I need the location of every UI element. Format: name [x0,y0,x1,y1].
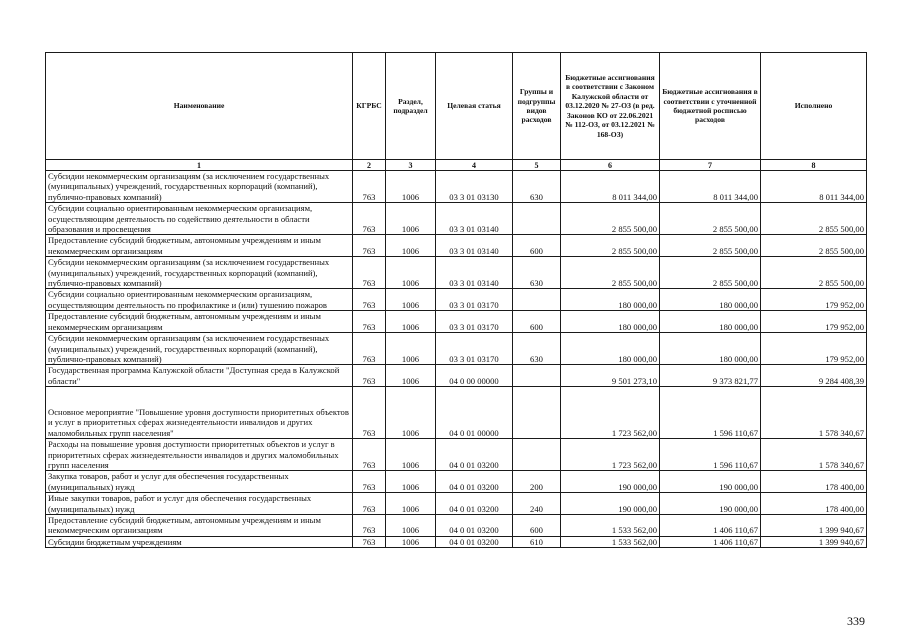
row-refined-amount: 1 406 110,67 [660,514,761,536]
column-number: 3 [386,160,436,171]
row-kgrbs: 763 [353,333,386,365]
row-kgrbs: 763 [353,203,386,235]
row-group: 600 [513,311,561,333]
row-group: 240 [513,493,561,515]
header-executed: Исполнено [761,53,867,160]
row-refined-amount: 2 855 500,00 [660,235,761,257]
row-section: 1006 [386,493,436,515]
row-target: 04 0 01 03200 [436,439,513,471]
row-target: 03 3 01 03140 [436,257,513,289]
row-refined-amount: 180 000,00 [660,289,761,311]
row-law-amount: 2 855 500,00 [561,257,660,289]
row-law-amount: 2 855 500,00 [561,235,660,257]
row-section: 1006 [386,289,436,311]
row-kgrbs: 763 [353,171,386,203]
row-kgrbs: 763 [353,471,386,493]
row-refined-amount: 9 373 821,77 [660,365,761,387]
row-section: 1006 [386,203,436,235]
column-number: 7 [660,160,761,171]
budget-table [45,52,867,548]
row-kgrbs: 763 [353,387,386,439]
row-target: 03 3 01 03140 [436,235,513,257]
header-target: Целевая статья [436,53,513,160]
row-kgrbs: 763 [353,289,386,311]
row-refined-amount: 180 000,00 [660,311,761,333]
row-kgrbs: 763 [353,311,386,333]
row-target: 03 3 01 03140 [436,203,513,235]
table-row [46,439,867,471]
row-kgrbs: 763 [353,257,386,289]
row-law-amount: 1 723 562,00 [561,387,660,439]
row-target: 04 0 01 03200 [436,536,513,547]
row-group: 610 [513,536,561,547]
table-row [46,471,867,493]
row-name: Закупка товаров, работ и услуг для обеспечения государственных (муниципальных) нужд [46,471,353,493]
table-row [46,203,867,235]
row-refined-amount: 180 000,00 [660,333,761,365]
row-target: 03 3 01 03130 [436,171,513,203]
row-section: 1006 [386,514,436,536]
row-refined-amount: 1 596 110,67 [660,439,761,471]
row-law-amount: 1 723 562,00 [561,439,660,471]
row-name: Предоставление субсидий бюджетным, автономным учреждениям и иным некоммерческим организациям [46,514,353,536]
row-group: 630 [513,171,561,203]
row-executed-amount: 178 400,00 [761,471,867,493]
row-executed-amount: 178 400,00 [761,493,867,515]
row-section: 1006 [386,439,436,471]
row-executed-amount: 2 855 500,00 [761,235,867,257]
table-row [46,311,867,333]
row-executed-amount: 2 855 500,00 [761,257,867,289]
row-refined-amount: 1 406 110,67 [660,536,761,547]
row-executed-amount: 179 952,00 [761,311,867,333]
column-number: 8 [761,160,867,171]
row-section: 1006 [386,365,436,387]
row-group: 630 [513,333,561,365]
row-kgrbs: 763 [353,439,386,471]
header-row [46,53,867,160]
row-group [513,203,561,235]
table-row [46,171,867,203]
table-row [46,387,867,439]
header-allocations-refined: Бюджетные ассигнования в соответствии с уточненной бюджетной росписью расходов [660,53,761,160]
header-allocations-law: Бюджетные ассигнования в соответствии с Законом Калужской области от 03.12.2020 № 27-ОЗ (в ред. Законов КО от 22.06.2021 № 112-ОЗ, от 03.12.2021 № 168-ОЗ) [561,53,660,160]
column-number: 4 [436,160,513,171]
row-law-amount: 9 501 273,10 [561,365,660,387]
row-name: Государственная программа Калужской области "Доступная среда в Калужской области" [46,365,353,387]
row-executed-amount: 179 952,00 [761,289,867,311]
row-law-amount: 190 000,00 [561,493,660,515]
row-name: Субсидии социально ориентированным некоммерческим организациям, осуществляющим деятельность по содействию деятельности в области образования и просвещения [46,203,353,235]
row-refined-amount: 2 855 500,00 [660,203,761,235]
column-number: 2 [353,160,386,171]
row-name: Субсидии некоммерческим организациям (за исключением государственных (муниципальных) учреждений, государственных корпораций (компаний), публично-правовых компаний) [46,257,353,289]
row-law-amount: 1 533 562,00 [561,536,660,547]
row-refined-amount: 190 000,00 [660,493,761,515]
row-group: 600 [513,514,561,536]
header-name: Наименование [46,53,353,160]
row-law-amount: 180 000,00 [561,311,660,333]
row-target: 04 0 01 03200 [436,471,513,493]
table-row [46,333,867,365]
row-law-amount: 190 000,00 [561,471,660,493]
row-kgrbs: 763 [353,365,386,387]
row-name: Субсидии некоммерческим организациям (за исключением государственных (муниципальных) учреждений, государственных корпораций (компаний), публично-правовых компаний) [46,333,353,365]
row-group [513,439,561,471]
row-target: 04 0 00 00000 [436,365,513,387]
row-section: 1006 [386,311,436,333]
row-name: Расходы на повышение уровня доступности приоритетных объектов и услуг в приоритетных сферах жизнедеятельности инвалидов и других маломобильных групп населения [46,439,353,471]
row-target: 03 3 01 03170 [436,289,513,311]
row-law-amount: 180 000,00 [561,289,660,311]
row-refined-amount: 2 855 500,00 [660,257,761,289]
row-executed-amount: 2 855 500,00 [761,203,867,235]
column-number: 1 [46,160,353,171]
row-executed-amount: 1 578 340,67 [761,439,867,471]
row-section: 1006 [386,257,436,289]
row-target: 04 0 01 03200 [436,514,513,536]
row-name: Основное мероприятие "Повышение уровня доступности приоритетных объектов и услуг в приоритетных сферах жизнедеятельности инвалидов и других маломобильных групп населения" [46,387,353,439]
column-number: 6 [561,160,660,171]
row-group [513,365,561,387]
row-group [513,387,561,439]
row-section: 1006 [386,333,436,365]
row-name: Предоставление субсидий бюджетным, автономным учреждениям и иным некоммерческим организациям [46,235,353,257]
column-number: 5 [513,160,561,171]
row-target: 04 0 01 00000 [436,387,513,439]
table-row [46,289,867,311]
row-executed-amount: 1 399 940,67 [761,536,867,547]
row-executed-amount: 179 952,00 [761,333,867,365]
row-section: 1006 [386,536,436,547]
table-row [46,257,867,289]
row-section: 1006 [386,235,436,257]
row-executed-amount: 1 578 340,67 [761,387,867,439]
row-refined-amount: 190 000,00 [660,471,761,493]
row-law-amount: 1 533 562,00 [561,514,660,536]
row-executed-amount: 9 284 408,39 [761,365,867,387]
header-section: Раздел, подраздел [386,53,436,160]
table-row [46,365,867,387]
row-target: 03 3 01 03170 [436,311,513,333]
row-executed-amount: 1 399 940,67 [761,514,867,536]
table-row [46,493,867,515]
table-row [46,235,867,257]
row-kgrbs: 763 [353,514,386,536]
row-law-amount: 2 855 500,00 [561,203,660,235]
row-law-amount: 8 011 344,00 [561,171,660,203]
row-name: Субсидии некоммерческим организациям (за исключением государственных (муниципальных) учреждений, государственных корпораций (компаний), публично-правовых компаний) [46,171,353,203]
row-section: 1006 [386,387,436,439]
row-group: 200 [513,471,561,493]
row-kgrbs: 763 [353,493,386,515]
row-law-amount: 180 000,00 [561,333,660,365]
row-group: 600 [513,235,561,257]
row-name: Предоставление субсидий бюджетным, автономным учреждениям и иным некоммерческим организациям [46,311,353,333]
row-refined-amount: 1 596 110,67 [660,387,761,439]
header-groups: Группы и подгруппы видов расходов [513,53,561,160]
row-section: 1006 [386,471,436,493]
row-name: Иные закупки товаров, работ и услуг для обеспечения государственных (муниципальных) нужд [46,493,353,515]
row-group: 630 [513,257,561,289]
row-target: 04 0 01 03200 [436,493,513,515]
row-refined-amount: 8 011 344,00 [660,171,761,203]
row-target: 03 3 01 03170 [436,333,513,365]
column-number-row [46,160,867,171]
row-kgrbs: 763 [353,536,386,547]
row-name: Субсидии социально ориентированным некоммерческим организациям, осуществляющим деятельность по профилактике и (или) тушению пожаров [46,289,353,311]
table-row [46,536,867,547]
row-group [513,289,561,311]
row-kgrbs: 763 [353,235,386,257]
row-name: Субсидии бюджетным учреждениям [46,536,353,547]
table-row [46,514,867,536]
header-kgrbs: КГРБС [353,53,386,160]
page-number: 339 [847,614,865,628]
row-section: 1006 [386,171,436,203]
row-executed-amount: 8 011 344,00 [761,171,867,203]
